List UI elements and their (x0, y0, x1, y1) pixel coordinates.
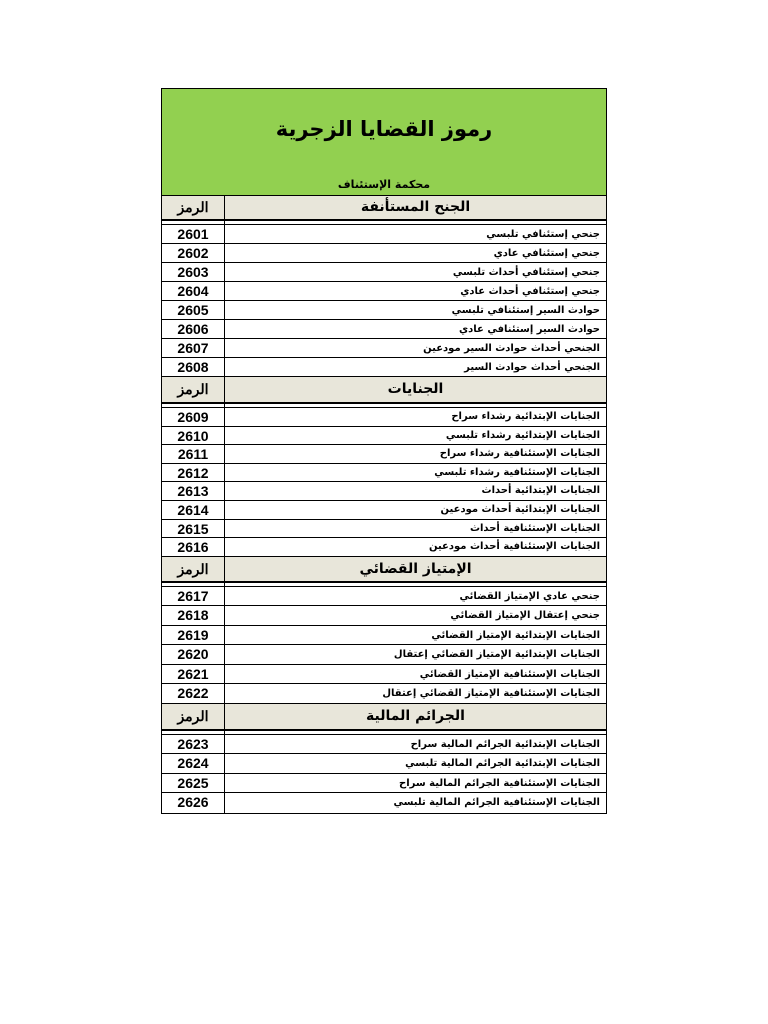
table-row (162, 606, 606, 626)
case-code: 2623 (162, 735, 225, 754)
spacer-cell (162, 731, 225, 734)
table-row (162, 282, 606, 301)
case-code: 2611 (162, 445, 225, 463)
case-type-name: الجنايات الإبتدائية الإمتياز القضائي إعتقال (393, 649, 600, 661)
case-code: 2617 (162, 587, 225, 606)
table-row (162, 244, 606, 263)
table-row (162, 626, 606, 646)
table-row (162, 735, 606, 755)
table-row (162, 645, 606, 665)
case-type-name: الجنايات الإستئنافية أحداث مودعين (428, 541, 600, 553)
case-type-name: الجنايات الإبتدائية الجرائم المالية تلبسي (405, 758, 600, 770)
case-code: 2615 (162, 520, 225, 538)
case-type-name: الجنحي أحداث حوادث السير (464, 362, 600, 373)
case-type-name: جنحي إستئنافي أحداث عادي (460, 286, 600, 297)
code-column-header: الرمز (162, 557, 225, 581)
section-heading: الإمتياز القضائي (359, 560, 472, 577)
case-code: 2601 (162, 225, 225, 243)
spacer-cell (162, 404, 225, 407)
case-type-name: جنحي إستئنافي عادي (493, 248, 600, 259)
section-heading: الجنح المستأنفة (360, 199, 471, 215)
case-code: 2606 (162, 320, 225, 338)
title-banner (162, 89, 606, 196)
table-row (162, 320, 606, 339)
case-code: 2603 (162, 263, 225, 281)
case-code: 2605 (162, 301, 225, 319)
case-type-name: الجنايات الإستئنافية الإمتياز القضائي إعتقال (382, 688, 600, 700)
case-type-name: الجنايات الإستئنافية الإمتياز القضائي (419, 668, 600, 680)
case-code: 2620 (162, 645, 225, 664)
court-subtitle: محكمة الإستئناف (337, 178, 431, 191)
spacer-cell (162, 221, 225, 224)
case-type-name: الجنحي أحداث حوادث السير مودعين (423, 343, 600, 354)
table-row (162, 501, 606, 520)
section-header (162, 704, 606, 731)
spacer-cell (162, 583, 225, 586)
code-column-header: الرمز (162, 704, 225, 729)
case-code: 2610 (162, 427, 225, 445)
table-row (162, 339, 606, 358)
case-code: 2622 (162, 684, 225, 703)
case-code: 2607 (162, 339, 225, 357)
table-row (162, 301, 606, 320)
case-type-name: الجنايات الإبتدائية أحداث (481, 485, 600, 497)
case-type-name: الجنايات الإبتدائية الجرائم المالية سراح (410, 738, 600, 750)
case-code: 2621 (162, 665, 225, 684)
case-type-name: الجنايات الإستئنافية رشداء سراح (439, 448, 600, 460)
section-header (162, 196, 606, 221)
table-row (162, 482, 606, 501)
case-code: 2618 (162, 606, 225, 625)
table-row (162, 358, 606, 377)
codes-table (161, 88, 607, 814)
case-type-name: الجنايات الإبتدائية رشداء سراح (451, 411, 600, 422)
table-row (162, 445, 606, 464)
table-row (162, 754, 606, 774)
case-code: 2612 (162, 464, 225, 482)
case-code: 2626 (162, 793, 225, 813)
case-code: 2602 (162, 244, 225, 262)
section-header (162, 557, 606, 583)
table-row (162, 665, 606, 685)
code-column-header: الرمز (162, 196, 225, 219)
case-type-name: جنحي إستئنافي تلبسي (486, 229, 600, 240)
case-type-name: جنحي عادي الإمتياز القضائي (459, 590, 600, 602)
case-code: 2624 (162, 754, 225, 773)
section-heading: الجنايات (387, 381, 444, 397)
case-type-name: جنحي إستئنافي أحداث تلبسي (452, 267, 600, 278)
table-row (162, 774, 606, 794)
case-type-name: الجنايات الإبتدائية الإمتياز القضائي (431, 629, 600, 641)
table-row (162, 225, 606, 244)
case-code: 2616 (162, 538, 225, 556)
code-column-header: الرمز (162, 377, 225, 402)
case-type-name: حوادث السير إستئنافي تلبسي (451, 305, 600, 316)
case-type-name: الجنايات الإستئنافية أحداث (469, 522, 600, 534)
table-row (162, 538, 606, 557)
sections-container (162, 196, 606, 813)
case-type-name: الجنايات الإستئنافية رشداء تلبسي (434, 466, 600, 478)
case-code: 2604 (162, 282, 225, 300)
case-type-name: الجنايات الإستئنافية الجرائم المالية سراح (399, 777, 600, 789)
table-row (162, 520, 606, 539)
case-code: 2608 (162, 358, 225, 376)
table-row (162, 263, 606, 282)
table-row (162, 793, 606, 813)
case-code: 2625 (162, 774, 225, 793)
case-code: 2619 (162, 626, 225, 645)
table-row (162, 464, 606, 483)
case-code: 2609 (162, 408, 225, 426)
case-type-name: حوادث السير إستئنافي عادي (458, 324, 600, 335)
case-type-name: جنحي إعتقال الإمتياز القضائي (450, 610, 600, 622)
case-type-name: الجنايات الإبتدائية رشداء تلبسي (445, 429, 600, 441)
page-title: رموز القضايا الزجرية (275, 117, 493, 141)
table-row (162, 427, 606, 446)
table-row (162, 408, 606, 427)
section-header (162, 377, 606, 404)
table-row (162, 684, 606, 704)
case-code: 2613 (162, 482, 225, 500)
case-type-name: الجنايات الإستئنافية الجرائم المالية تلبسي (393, 797, 600, 809)
case-code: 2614 (162, 501, 225, 519)
table-row (162, 587, 606, 607)
section-heading: الجرائم المالية (366, 707, 465, 724)
case-type-name: الجنايات الإبتدائية أحداث مودعين (440, 503, 600, 515)
